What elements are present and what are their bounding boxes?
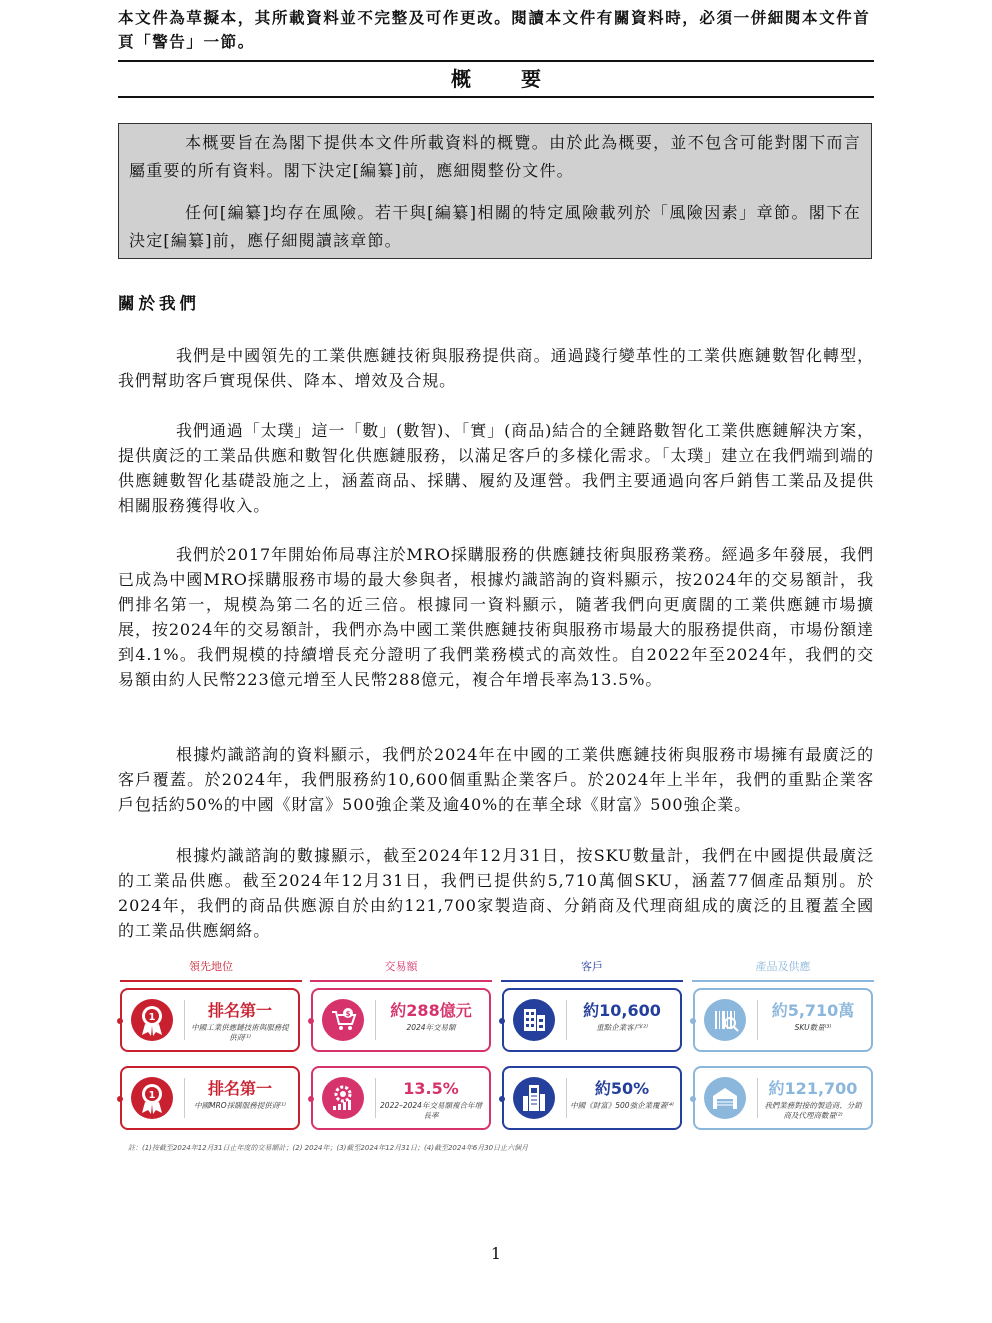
card-caption: 我們業務對接的製造商、分銷商及代理商數量⁽²⁾	[764, 1101, 862, 1120]
card-caption: 2024年交易額	[406, 1023, 456, 1032]
decorative-dot	[117, 1018, 123, 1024]
medal-icon	[130, 998, 174, 1042]
disclaimer-paragraph-1: 本概要旨在為閣下提供本文件所載資料的概覽。由於此為概要，並不包含可能對閣下而言屬重要的所有資料。閣下決定[編纂]前，應細閱整份文件。	[129, 133, 861, 180]
gear-chart-icon	[321, 1076, 365, 1120]
body-paragraph-2: 我們通過「太璞」這一「數」(數智)、「實」(商品)結合的全鏈路數智化工業供應鏈解決方案，提供廣泛的工業品供應和數智化供應鏈服務，以滿足客戶的多樣化需求。「太璞」建立在我們端到端的供應鏈數智化基礎設施之上，涵蓋商品、採購、履約及運營。我們主要通過向客戶銷售工業品及提供相關服務獲得收入。	[118, 421, 874, 515]
barcode-icon	[703, 998, 747, 1042]
decorative-dot	[499, 1096, 505, 1102]
page-title: 概要	[451, 67, 591, 91]
category-leading-position: 領先地位	[120, 958, 302, 982]
card-rank-first-industrial	[120, 988, 300, 1052]
card-caption: 中國《財富》500強企業覆蓋⁽⁴⁾	[570, 1101, 674, 1110]
body-paragraph-5: 根據灼識諮詢的數據顯示，截至2024年12月31日，按SKU數量計，我們在中國提供最廣泛的工業品供應。截至2024年12月31日，我們已提供約5,710萬個SKU，涵蓋77個產品類別。於2024年，我們的商品供應源自於由約121,700家製造商、分銷商及代理商組成的廣泛的且覆蓋全國的工業品供應網絡。	[118, 846, 874, 940]
infographic-footnote: 註：(1)按截至2024年12月31日止年度的交易額計；(2) 2024年；(3)截至2024年12月31日；(4)截至2024年6月30日止六個月	[128, 1144, 529, 1152]
card-caption: SKU數量⁽³⁾	[794, 1023, 832, 1032]
disclaimer-paragraph-2: 任何[編纂]均存在風險。若干與[編纂]相關的特定風險載列於「風險因素」章節。閣下在決定[編纂]前，應仔細閱讀該章節。	[129, 203, 861, 250]
card-supplier-network	[693, 1066, 873, 1130]
building-icon	[512, 998, 556, 1042]
category-transaction-volume: 交易額	[310, 958, 492, 982]
category-products-supply: 產品及供應	[692, 958, 874, 982]
page-number: 1	[490, 1244, 502, 1263]
card-caption: 中國MRO採購服務提供商⁽¹⁾	[194, 1101, 286, 1110]
decorative-dot	[690, 1096, 696, 1102]
card-value: 約10,600	[583, 1001, 661, 1020]
medal-icon	[130, 1076, 174, 1120]
body-paragraph-3: 我們於2017年開始佈局專注於MRO採購服務的供應鏈技術與服務業務。經過多年發展，我們已成為中國MRO採購服務市場的最大參與者，根據灼識諮詢的資料顯示，按2024年的交易額計，我們排名第一，規模為第二名的近三倍。根據同一資料顯示，隨著我們向更廣闊的工業供應鏈市場擴展，按2024年的交易額計，我們亦為中國工業供應鏈技術與服務市場最大的服務提供商，市場份額達到4.1%。我們規模的持續增長充分證明了我們業務模式的高效性。自2022年至2024年，我們的交易額由約人民幣223億元增至人民幣288億元，複合年增長率為13.5%。	[118, 545, 874, 689]
summary-disclaimer-box	[118, 123, 872, 259]
card-caption: 中國工業供應鏈技術與服務提供商⁽¹⁾	[191, 1023, 289, 1042]
cart-money-icon	[321, 998, 365, 1042]
card-value: 約50%	[594, 1079, 650, 1098]
title-bottom-rule	[118, 96, 874, 98]
card-caption: 2022–2024年交易額複合年增長率	[380, 1101, 482, 1120]
svg-text:$: $	[345, 1010, 351, 1018]
card-value: 約121,700	[768, 1079, 858, 1098]
title-top-rule	[118, 60, 874, 62]
svg-text:1: 1	[148, 1012, 156, 1023]
card-rank-first-mro	[120, 1066, 300, 1130]
card-transaction-amount	[311, 988, 491, 1052]
decorative-dot	[690, 1018, 696, 1024]
decorative-dot	[308, 1018, 314, 1024]
section-heading: 關於我們	[118, 294, 200, 313]
card-caption: 重點企業客戶⁽²⁾	[596, 1023, 648, 1032]
decorative-dot	[117, 1096, 123, 1102]
warehouse-icon	[703, 1076, 747, 1120]
body-paragraph-1: 我們是中國領先的工業供應鏈技術與服務提供商。通過踐行變革性的工業供應鏈數智化轉型，我們幫助客戶實現保供、降本、增效及合規。	[118, 346, 874, 390]
svg-text:1: 1	[148, 1090, 156, 1101]
skyscraper-icon	[512, 1076, 556, 1120]
card-sku-count	[693, 988, 873, 1052]
card-fortune-coverage	[502, 1066, 682, 1130]
card-value: 排名第一	[207, 1001, 272, 1020]
card-cagr	[311, 1066, 491, 1130]
body-paragraph-4: 根據灼識諮詢的資料顯示，我們於2024年在中國的工業供應鏈技術與服務市場擁有最廣泛的客戶覆蓋。於2024年，我們服務約10,600個重點企業客戶。於2024年上半年，我們的重點企業客戶包括約50%的中國《財富》500強企業及逾40%的在華全球《財富》500強企業。	[118, 745, 874, 814]
card-key-customers	[502, 988, 682, 1052]
decorative-dot	[308, 1096, 314, 1102]
card-value: 約5,710萬	[771, 1001, 855, 1020]
card-value: 排名第一	[207, 1079, 272, 1098]
draft-warning: 本文件為草擬本，其所載資料並不完整及可作更改。閱讀本文件有關資料時，必須一併細閱本文件首頁「警告」一節。	[118, 8, 871, 51]
card-value: 約288億元	[390, 1001, 472, 1020]
decorative-dot	[499, 1018, 505, 1024]
card-value: 13.5%	[403, 1079, 459, 1098]
category-customers: 客戶	[501, 958, 683, 982]
